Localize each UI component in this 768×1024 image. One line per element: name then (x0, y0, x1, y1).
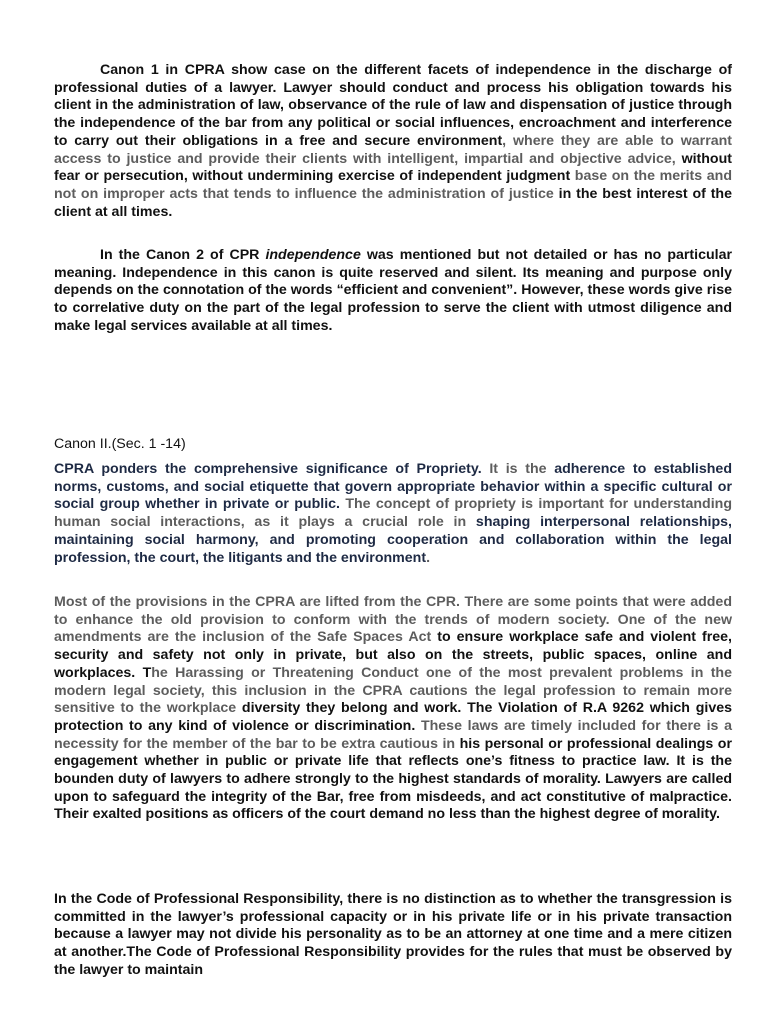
para1-text-1: Canon 1 in CPRA show case on the different facets of independence in the discharge of professional duties of a lawyer. Lawyer should conduct and process his obligation towards his client in the administration of law, observance of the rule of law and dispensation of justice through the independence of the bar from any political or social influences, encroachment and interference to carry out their obligations in a free and secure environment (54, 62, 732, 149)
paragraph-canon-1 (54, 62, 732, 221)
heading-canon-ii: Canon II.(Sec. 1 -14) (54, 436, 186, 452)
para1-text-5: in the best interest of the client at all times. (54, 185, 732, 220)
para3-text-2: It is the (489, 461, 547, 477)
para3-text-6: . (426, 549, 431, 566)
para4-text-3: he Harassing or Threatening Conduct one of the most prevalent problems in the modern legal society, this inclusion in the CPRA cautions the legal profession to remain more sensitive to the workplace (54, 664, 732, 717)
para4-text-1: Most of the provisions in the CPRA are lifted from the CPR. There are some points that were added to enhance the old provision to conform with the trends of modern society. One of the new amendments are the inclusion of the Safe Spaces Act (54, 594, 732, 646)
para2-text-3: was mentioned but not detailed or has no particular meaning. Independence in this canon is quite reserved and silent. Its meaning and purpose only depends on the connotation of the words “efficient and convenient”. However, these words give rise to correlative duty on the part of the legal profession to serve the client with utmost diligence and make legal services available at all times. (54, 247, 732, 334)
para1-text-3: without fear or persecution, without undermining exercise of independent judgment (54, 150, 732, 185)
para3-text-3: adherence to established norms, customs, and social etiquette that govern appropriate behavior within a specific cultural or social group whether in private or public. (54, 461, 732, 513)
para5-text-1: In the Code of Professional Responsibility, there is no distinction as to whether the transgression is committed in the lawyer’s professional capacity or in his private life or in his private transaction because a lawyer may not divide his personality as to be an attorney at one time and a mere citizen at another.The Code of Professional Responsibility provides for the rules that must be observed by the lawyer to maintain (54, 891, 732, 978)
paragraph-propriety (54, 461, 732, 567)
para3-text-4: The concept of propriety is important for understanding human social interactions, as it plays a crucial role in (54, 496, 732, 531)
paragraph-amendments (54, 594, 732, 824)
para4-text-6: his personal or professional dealings or engagement whether in public or private life that reflects one’s fitness to practice law. It is the bounden duty of lawyers to adhere strongly to the highest standards of morality. Lawyers are called upon to safeguard the integrity of the Bar, free from misdeeds, and act constitutive of malpractice. Their exalted positions as officers of the court demand no less than the highest degree of morality. (54, 735, 732, 823)
para4-text-4: diversity they belong and work. The Violation of R.A 9262 which gives protection to any kind of violence or discrimination. (54, 700, 733, 734)
para4-text-5: These laws are timely included for there is a necessity for the member of the bar to be extra cautious in (54, 717, 732, 752)
para4-text-2: to ensure workplace safe and violent free, security and safety not only in private, but also on the streets, public spaces, online and workplaces. T (54, 629, 732, 681)
para2-emphasis-independence: independence (265, 247, 361, 263)
para1-text-4: base on the merits and not on improper acts that tends to influence the administration of justice (54, 168, 733, 202)
para1-text-2: , where they are able to warrant access to justice and provide their clients with intelligent, impartial and objective advice, (54, 132, 732, 167)
paragraph-code-of-professional-responsibility (54, 891, 732, 980)
para3-text-5: shaping interpersonal relationships, maintaining social harmony, and promoting cooperation and collaboration within the legal profession, the court, the litigants and the environment (54, 514, 732, 566)
paragraph-canon-2 (54, 247, 732, 336)
para2-text-1: In the Canon 2 of CPR (100, 247, 266, 263)
para3-text-1: CPRA ponders the comprehensive significance of Propriety. (54, 461, 490, 477)
